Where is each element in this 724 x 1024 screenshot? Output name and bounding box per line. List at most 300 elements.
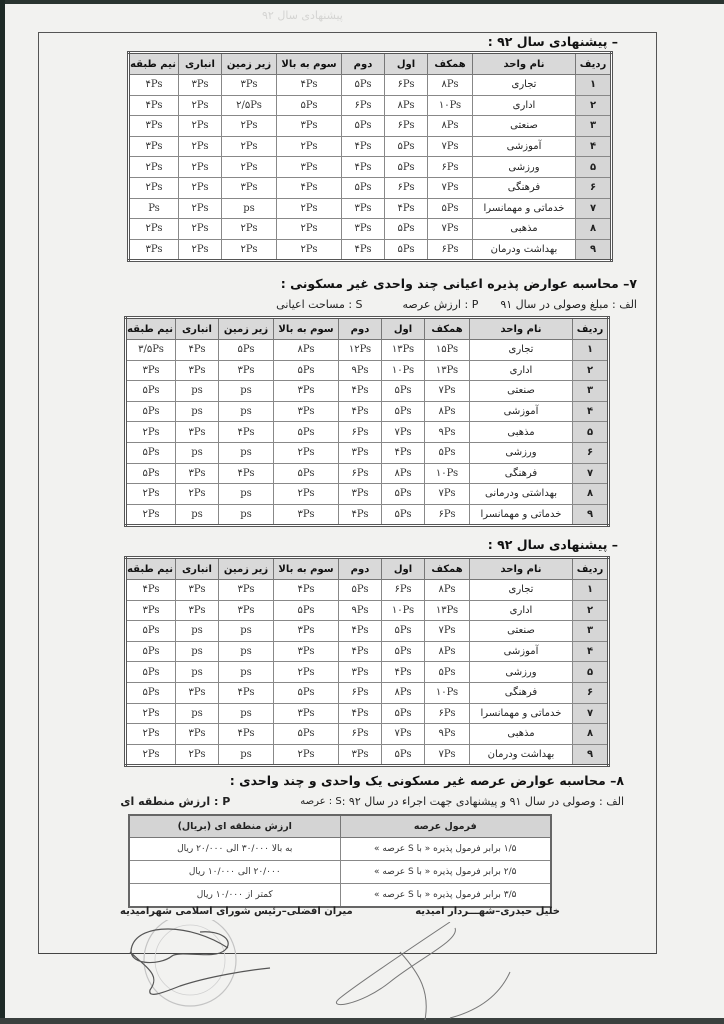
table-row <box>129 136 612 157</box>
rate-cell: ۳Ps <box>222 75 277 96</box>
rate-cell: ۳/۵Ps <box>126 340 176 361</box>
rate-cell: ps <box>176 641 219 662</box>
rate-cell: ۵Ps <box>274 360 339 381</box>
rate-cell: Ps <box>129 198 179 219</box>
rate-cell: ۵Ps <box>342 116 385 137</box>
unit-name: بهداشتی ودرمانی <box>470 484 573 505</box>
rate-cell: ۵Ps <box>219 340 274 361</box>
rate-cell: ۴Ps <box>385 198 428 219</box>
rate-cell: ۳Ps <box>176 682 219 703</box>
column-header: زیر زمین <box>219 318 274 340</box>
rate-cell: ۳Ps <box>339 662 382 683</box>
rate-cell: ۳Ps <box>129 116 179 137</box>
rate-cell: ۵Ps <box>382 641 425 662</box>
rate-cell: ۵Ps <box>382 504 425 526</box>
signature-mayor: خلیل حیدری–شهـــردار امیدیه <box>415 906 560 917</box>
rate-cell: ۷Ps <box>382 422 425 443</box>
rate-cell: ۵Ps <box>126 401 176 422</box>
row-index: ۵ <box>573 662 609 683</box>
rate-cell: ۱۳Ps <box>425 600 470 621</box>
rate-cell: ۱۲Ps <box>339 340 382 361</box>
rate-cell: ۵Ps <box>382 401 425 422</box>
rate-cell: ۵Ps <box>126 463 176 484</box>
unit-name: اداری <box>470 360 573 381</box>
rate-cell: ۸Ps <box>428 116 473 137</box>
table-row <box>126 724 609 745</box>
rate-cell: ۵Ps <box>126 381 176 402</box>
rate-cell: ۳Ps <box>277 116 342 137</box>
rate-cell: ۲Ps <box>176 744 219 766</box>
table-row <box>129 157 612 178</box>
rate-cell: ۹Ps <box>425 724 470 745</box>
rate-cell: ۶Ps <box>382 580 425 601</box>
row-index: ۱ <box>576 75 612 96</box>
rate-cell: ۲Ps <box>274 442 339 463</box>
rate-cell: ۲Ps <box>126 484 176 505</box>
table-row <box>126 381 609 402</box>
row-index: ۶ <box>573 682 609 703</box>
column-header: انباری <box>176 558 219 580</box>
unit-name: تجاری <box>470 580 573 601</box>
rate-cell: ۶Ps <box>385 75 428 96</box>
rate-cell: ۲Ps <box>129 219 179 240</box>
rate-cell: ۵Ps <box>274 463 339 484</box>
rate-cell: ۳Ps <box>219 580 274 601</box>
column-header: انباری <box>176 318 219 340</box>
rate-cell: ۱۰Ps <box>382 360 425 381</box>
section-b-title: – پیشنهادی سال ۹۲ : <box>487 537 618 552</box>
rate-cell: ۲Ps <box>222 136 277 157</box>
rate-cell: ۴Ps <box>339 621 382 642</box>
rate-cell: ۷Ps <box>425 621 470 642</box>
rate-cell: ps <box>176 703 219 724</box>
rate-cell: ۳Ps <box>339 484 382 505</box>
rate-cell: ۳Ps <box>176 463 219 484</box>
unit-name: خدماتی و مهمانسرا <box>473 198 576 219</box>
rate-cell: ۷Ps <box>425 744 470 766</box>
rate-cell: ۱۰Ps <box>425 682 470 703</box>
table-row <box>126 580 609 601</box>
rate-cell: ۶Ps <box>339 682 382 703</box>
rate-cell: ۳Ps <box>129 136 179 157</box>
rate-cell: ۲Ps <box>179 219 222 240</box>
rate-cell: ps <box>219 662 274 683</box>
rate-cell: ۲Ps <box>222 219 277 240</box>
rate-cell: ۳Ps <box>219 360 274 381</box>
unit-name: مذهبی <box>470 724 573 745</box>
column-header: انباری <box>179 53 222 75</box>
rate-cell: ۲Ps <box>222 116 277 137</box>
rate-cell: ۱۵Ps <box>425 340 470 361</box>
rate-cell: ۷Ps <box>428 219 473 240</box>
rate-cell: ps <box>219 381 274 402</box>
column-header: اول <box>385 53 428 75</box>
table-row <box>129 219 612 240</box>
rate-cell: ۴Ps <box>339 703 382 724</box>
table-received-91 <box>124 316 610 527</box>
rate-cell: ۶Ps <box>339 422 382 443</box>
row-index: ۷ <box>573 463 609 484</box>
unit-name: آموزشی <box>473 136 576 157</box>
unit-name: بهداشت ودرمان <box>470 744 573 766</box>
rate-cell: ps <box>222 198 277 219</box>
rate-cell: ۵Ps <box>126 662 176 683</box>
rate-cell: ۶Ps <box>425 703 470 724</box>
table-row <box>126 744 609 766</box>
rate-cell: ۳Ps <box>339 442 382 463</box>
column-header: دوم <box>339 318 382 340</box>
rate-cell: ps <box>219 504 274 526</box>
rate-cell: ۳Ps <box>274 381 339 402</box>
unit-name: مذهبی <box>470 422 573 443</box>
rate-cell: ۲Ps <box>126 703 176 724</box>
row-index: ۱/۵ برابر فرمول پذیره « با S عرصه » <box>340 838 551 861</box>
rate-cell: ۵Ps <box>382 484 425 505</box>
legend-p-land-value: P : ارزش عرصه <box>402 298 479 311</box>
table-row <box>126 662 609 683</box>
row-index: ۴ <box>573 641 609 662</box>
rate-cell: ps <box>219 401 274 422</box>
rate-cell: ۳Ps <box>274 641 339 662</box>
row-index: ۳/۵ برابر فرمول پذیره « با S عرصه » <box>340 884 551 908</box>
rate-cell: ۷Ps <box>428 136 473 157</box>
table-row <box>129 198 612 219</box>
unit-name: آموزشی <box>470 641 573 662</box>
rate-cell: ۳Ps <box>274 621 339 642</box>
rate-cell: ۴Ps <box>129 75 179 96</box>
row-index: ۶ <box>576 177 612 198</box>
table-row <box>126 422 609 443</box>
rate-cell: ۶Ps <box>428 157 473 178</box>
unit-name: کمتر از ۱۰/۰۰۰ ریال <box>129 884 340 908</box>
unit-name: اداری <box>470 600 573 621</box>
rate-cell: ۴Ps <box>277 75 342 96</box>
rate-cell: ps <box>219 744 274 766</box>
rate-cell: ۴Ps <box>219 724 274 745</box>
rate-cell: ۳Ps <box>176 724 219 745</box>
rate-cell: ۵Ps <box>126 682 176 703</box>
unit-name: به بالا ۳۰/۰۰۰ الی ۲۰/۰۰۰ ریال <box>129 838 340 861</box>
section-8-title: ۸– محاسبه عوارض عرصه غیر مسکونی یک واحدی و چند واحدی : <box>229 773 624 788</box>
row-index: ۲ <box>573 360 609 381</box>
column-header: ردیف <box>573 318 609 340</box>
rate-cell: ۴Ps <box>382 662 425 683</box>
table-row <box>129 177 612 198</box>
rate-cell: ۲Ps <box>179 157 222 178</box>
unit-name: تجاری <box>470 340 573 361</box>
rate-cell: ۳Ps <box>274 504 339 526</box>
row-index: ۷ <box>576 198 612 219</box>
table-row <box>126 600 609 621</box>
rate-cell: ۲Ps <box>179 116 222 137</box>
column-header: دوم <box>339 558 382 580</box>
rate-cell: ۲/۵Ps <box>222 95 277 116</box>
rate-cell: ps <box>219 484 274 505</box>
row-index: ۵ <box>573 422 609 443</box>
section-7-legend-row <box>276 297 637 313</box>
row-index: ۲/۵ برابر فرمول پذیره « با S عرصه » <box>340 861 551 884</box>
column-header: ردیف <box>573 558 609 580</box>
row-index: ۲ <box>573 600 609 621</box>
rate-cell: ۲Ps <box>129 177 179 198</box>
rate-cell: ۹Ps <box>339 360 382 381</box>
rate-cell: ۹Ps <box>339 600 382 621</box>
rate-cell: ۴Ps <box>274 580 339 601</box>
rate-cell: ۲Ps <box>179 95 222 116</box>
table-row <box>126 463 609 484</box>
rate-cell: ۴Ps <box>126 580 176 601</box>
legend-s-building-area: S : مساحت اعیانی <box>276 298 363 311</box>
column-header: دوم <box>342 53 385 75</box>
column-header: نیم طبقه <box>129 53 179 75</box>
row-index: ۱ <box>573 580 609 601</box>
table-row <box>129 884 551 908</box>
table-row <box>129 861 551 884</box>
rate-cell: ۵Ps <box>382 621 425 642</box>
column-header: زیر زمین <box>219 558 274 580</box>
unit-name: فرهنگی <box>473 177 576 198</box>
unit-name: فرهنگی <box>470 463 573 484</box>
table-proposed-92-b <box>124 556 610 767</box>
rate-cell: ۷Ps <box>428 177 473 198</box>
rate-cell: ۳Ps <box>274 401 339 422</box>
rate-cell: ۵Ps <box>382 381 425 402</box>
rate-cell: ۲Ps <box>126 724 176 745</box>
rate-cell: ۵Ps <box>382 703 425 724</box>
rate-cell: ۵Ps <box>385 239 428 261</box>
row-index: ۸ <box>573 484 609 505</box>
column-header: همکف <box>425 318 470 340</box>
rate-cell: ۷Ps <box>425 381 470 402</box>
rate-cell: ۳Ps <box>176 580 219 601</box>
scan-edge-top <box>0 0 724 4</box>
row-index: ۳ <box>576 116 612 137</box>
column-header: همکف <box>428 53 473 75</box>
rate-cell: ۳Ps <box>277 157 342 178</box>
table-row <box>126 641 609 662</box>
rate-cell: ۵Ps <box>126 442 176 463</box>
row-index: ۱ <box>573 340 609 361</box>
rate-cell: ۵Ps <box>277 95 342 116</box>
rate-cell: ۵Ps <box>425 662 470 683</box>
rate-cell: ps <box>176 662 219 683</box>
rate-cell: ۲Ps <box>129 157 179 178</box>
table-row <box>126 442 609 463</box>
rate-cell: ۸Ps <box>428 75 473 96</box>
column-header: اول <box>382 318 425 340</box>
rate-cell: ۳Ps <box>129 239 179 261</box>
row-index: ۸ <box>573 724 609 745</box>
rate-cell: ۴Ps <box>219 422 274 443</box>
rate-cell: ۷Ps <box>425 484 470 505</box>
rate-cell: ۴Ps <box>342 157 385 178</box>
rate-cell: ۶Ps <box>339 463 382 484</box>
rate-cell: ps <box>176 381 219 402</box>
table-proposed-92-a <box>127 51 613 262</box>
rate-cell: ۲Ps <box>222 239 277 261</box>
rate-cell: ۴Ps <box>129 95 179 116</box>
column-header: ارزش منطقه ای (بریال) <box>129 815 340 838</box>
rate-cell: ۵Ps <box>428 198 473 219</box>
table-row <box>129 75 612 96</box>
rate-cell: ۴Ps <box>342 239 385 261</box>
table-land-formula <box>128 814 552 908</box>
legend-s-land: S : عرصه <box>300 796 342 807</box>
rate-cell: ps <box>176 504 219 526</box>
row-index: ۴ <box>576 136 612 157</box>
rate-cell: ۲Ps <box>126 422 176 443</box>
table-header-row <box>129 815 551 838</box>
column-header: همکف <box>425 558 470 580</box>
rate-cell: ۶Ps <box>385 177 428 198</box>
row-index: ۹ <box>573 744 609 766</box>
section-8-legend-row <box>120 794 624 810</box>
rate-cell: ۸Ps <box>425 641 470 662</box>
rate-cell: ps <box>176 442 219 463</box>
unit-name: اداری <box>473 95 576 116</box>
rate-cell: ۳Ps <box>126 360 176 381</box>
rate-cell: ۸Ps <box>425 580 470 601</box>
table-row <box>126 340 609 361</box>
column-header: نیم طبقه <box>126 318 176 340</box>
rate-cell: ۱۰Ps <box>425 463 470 484</box>
rate-cell: ۳Ps <box>219 600 274 621</box>
unit-name: صنعتی <box>470 381 573 402</box>
rate-cell: ۲Ps <box>222 157 277 178</box>
rate-cell: ۲Ps <box>179 136 222 157</box>
row-index: ۹ <box>573 504 609 526</box>
rate-cell: ۲Ps <box>126 744 176 766</box>
table-header-row <box>126 558 609 580</box>
rate-cell: ۶Ps <box>339 724 382 745</box>
rate-cell: ۲Ps <box>179 177 222 198</box>
signature-council-head: میران افضلی–رئیس شورای اسلامی شهرامیدیه <box>120 906 353 917</box>
rate-cell: ۴Ps <box>339 504 382 526</box>
rate-cell: ۶Ps <box>385 116 428 137</box>
rate-cell: ۳Ps <box>222 177 277 198</box>
rate-cell: ۲Ps <box>277 239 342 261</box>
rate-cell: ۵Ps <box>385 157 428 178</box>
section-a-title: – پیشنهادی سال ۹۲ : <box>487 34 618 49</box>
rate-cell: ps <box>219 641 274 662</box>
column-header: زیر زمین <box>222 53 277 75</box>
faint-header-bleed: پیشنهادی سال ۹۲ <box>262 9 343 22</box>
table-row <box>129 239 612 261</box>
rate-cell: ۷Ps <box>382 724 425 745</box>
table-row <box>126 703 609 724</box>
row-index: ۶ <box>573 442 609 463</box>
scan-edge-bottom <box>0 1018 724 1024</box>
table-row <box>129 116 612 137</box>
rate-cell: ۸Ps <box>274 340 339 361</box>
rate-cell: ۵Ps <box>126 621 176 642</box>
table-row <box>126 401 609 422</box>
rate-cell: ps <box>176 401 219 422</box>
rate-cell: ۸Ps <box>425 401 470 422</box>
rate-cell: ۳Ps <box>176 360 219 381</box>
rate-cell: ۵Ps <box>385 219 428 240</box>
table-row <box>126 360 609 381</box>
rate-cell: ۵Ps <box>274 724 339 745</box>
rate-cell: ۵Ps <box>382 744 425 766</box>
rate-cell: ۲Ps <box>179 198 222 219</box>
column-header: نام واحد <box>470 318 573 340</box>
table-header-row <box>126 318 609 340</box>
unit-name: مذهبی <box>473 219 576 240</box>
rate-cell: ۲Ps <box>277 198 342 219</box>
rate-cell: ۸Ps <box>385 95 428 116</box>
rate-cell: ۴Ps <box>219 682 274 703</box>
rate-cell: ۵Ps <box>342 177 385 198</box>
rate-cell: ۸Ps <box>382 463 425 484</box>
unit-name: بهداشت ودرمان <box>473 239 576 261</box>
rate-cell: ۲Ps <box>277 219 342 240</box>
rate-cell: ۴Ps <box>339 641 382 662</box>
rate-cell: ۵Ps <box>385 136 428 157</box>
signature-row <box>120 905 560 918</box>
row-index: ۷ <box>573 703 609 724</box>
rate-cell: ۴Ps <box>382 442 425 463</box>
column-header: ردیف <box>576 53 612 75</box>
table-header-row <box>129 53 612 75</box>
rate-cell: ۳Ps <box>126 600 176 621</box>
section-8-subtitle: الف : وصولی در سال ۹۱ و پیشنهادی جهت اجراء در سال ۹۲ : <box>341 795 624 808</box>
rate-cell: ۲Ps <box>274 484 339 505</box>
table-row <box>129 838 551 861</box>
rate-cell: ۳Ps <box>339 744 382 766</box>
section-7-received-label: الف : مبلغ وصولی در سال ۹۱ <box>500 298 637 311</box>
rate-cell: ۴Ps <box>339 381 382 402</box>
rate-cell: ۱۰Ps <box>428 95 473 116</box>
section-7-title: ۷– محاسبه عوارض پذیره اعیانی چند واحدی غیر مسکونی : <box>280 276 637 291</box>
rate-cell: ۲Ps <box>179 239 222 261</box>
column-header: سوم به بالا <box>274 558 339 580</box>
unit-name: ورزشی <box>473 157 576 178</box>
rate-cell: ps <box>219 621 274 642</box>
rate-cell: ۸Ps <box>382 682 425 703</box>
rate-cell: ۳Ps <box>342 198 385 219</box>
rate-cell: ۲Ps <box>274 662 339 683</box>
rate-cell: ۵Ps <box>274 682 339 703</box>
rate-cell: ۵Ps <box>274 422 339 443</box>
table-row <box>126 682 609 703</box>
rate-cell: ۳Ps <box>176 600 219 621</box>
row-index: ۵ <box>576 157 612 178</box>
table-row <box>126 621 609 642</box>
unit-name: ورزشی <box>470 442 573 463</box>
unit-name: ورزشی <box>470 662 573 683</box>
rate-cell: ۵Ps <box>126 641 176 662</box>
column-header: اول <box>382 558 425 580</box>
column-header: نام واحد <box>470 558 573 580</box>
unit-name: صنعتی <box>470 621 573 642</box>
rate-cell: ۱۳Ps <box>425 360 470 381</box>
row-index: ۹ <box>576 239 612 261</box>
column-header: سوم به بالا <box>277 53 342 75</box>
unit-name: ۲۰/۰۰۰ الی ۱۰/۰۰۰ ریال <box>129 861 340 884</box>
rate-cell: ۱۰Ps <box>382 600 425 621</box>
rate-cell: ۳Ps <box>274 703 339 724</box>
rate-cell: ۳Ps <box>342 219 385 240</box>
column-header: فرمول عرصه <box>340 815 551 838</box>
rate-cell: ۳Ps <box>179 75 222 96</box>
rate-cell: ۳Ps <box>176 422 219 443</box>
unit-name: صنعتی <box>473 116 576 137</box>
row-index: ۲ <box>576 95 612 116</box>
rate-cell: ۴Ps <box>219 463 274 484</box>
rate-cell: ps <box>219 442 274 463</box>
unit-name: تجاری <box>473 75 576 96</box>
